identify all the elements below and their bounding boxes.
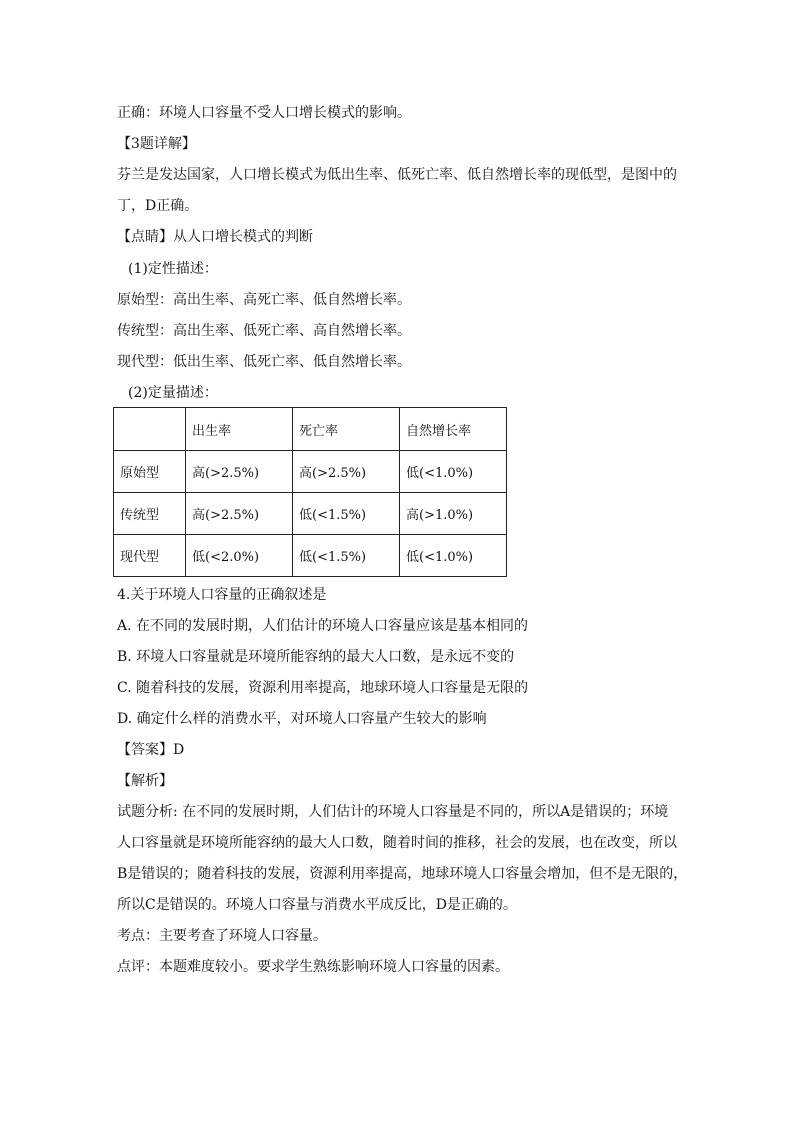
analysis-text: 所以C是错误的。环境人口容量与消费水平成反比，D是正确的。 bbox=[117, 897, 517, 913]
table-cell: 高(>2.5%) bbox=[186, 451, 293, 493]
table-cell: 低(<1.5%) bbox=[293, 535, 400, 577]
text-line: 原始型：高出生率、高死亡率、低自然增长率。 bbox=[117, 292, 411, 308]
table-cell: 低(<1.0%) bbox=[400, 451, 507, 493]
population-model-table bbox=[113, 407, 507, 577]
section-heading: 【3题详解】 bbox=[117, 136, 196, 152]
option-d: D. 确定什么样的消费水平，对环境人口容量产生较大的影响 bbox=[117, 711, 487, 727]
table-row bbox=[114, 451, 507, 493]
text-line: (2)定量描述： bbox=[128, 385, 218, 401]
table-cell: 现代型 bbox=[114, 535, 186, 577]
analysis-text: B是错误的；随着科技的发展，资源利用率提高，地球环境人口容量会增加，但不是无限的， bbox=[117, 866, 688, 882]
table-cell: 低(<2.0%) bbox=[186, 535, 293, 577]
table-cell: 原始型 bbox=[114, 451, 186, 493]
text-line: 现代型：低出生率、低死亡率、低自然增长率。 bbox=[117, 354, 411, 370]
option-a: A. 在不同的发展时期，人们估计的环境人口容量应该是基本相同的 bbox=[117, 618, 529, 634]
analysis-text: 试题分析: 在不同的发展时期，人们估计的环境人口容量是不同的，所以A是错误的；环境 bbox=[117, 804, 669, 820]
table-cell: 传统型 bbox=[114, 493, 186, 535]
text-line: (1)定性描述： bbox=[128, 261, 218, 277]
table-header-row bbox=[114, 408, 507, 451]
table-header-cell: 出生率 bbox=[186, 408, 293, 451]
table-header-cell: 死亡率 bbox=[293, 408, 400, 451]
table-header-cell: 自然增长率 bbox=[400, 408, 507, 451]
question-stem: 4.关于环境人口容量的正确叙述是 bbox=[117, 587, 327, 603]
kaodian-line: 考点：主要考查了环境人口容量。 bbox=[117, 928, 327, 944]
answer-line: 【答案】D bbox=[117, 742, 185, 758]
table-cell: 高(>2.5%) bbox=[186, 493, 293, 535]
analysis-text: 人口容量就是环境所能容纳的最大人口数，随着时间的推移，社会的发展，也在改变，所以 bbox=[117, 835, 677, 851]
dianping-line: 点评：本题难度较小。要求学生熟练影响环境人口容量的因素。 bbox=[117, 959, 509, 975]
table-row bbox=[114, 493, 507, 535]
text-line: 传统型：高出生率、低死亡率、高自然增长率。 bbox=[117, 323, 411, 339]
text-line: 正确：环境人口容量不受人口增长模式的影响。 bbox=[117, 105, 411, 121]
analysis-heading: 【解析】 bbox=[117, 773, 173, 789]
table-cell: 高(>1.0%) bbox=[400, 493, 507, 535]
table-cell: 低(<1.5%) bbox=[293, 493, 400, 535]
table-row bbox=[114, 535, 507, 577]
table-cell: 低(<1.0%) bbox=[400, 535, 507, 577]
text-line: 芬兰是发达国家，人口增长模式为低出生率、低死亡率、低自然增长率的现低型，是图中的 bbox=[117, 167, 677, 183]
text-line: 丁，D正确。 bbox=[117, 198, 199, 214]
table-cell: 高(>2.5%) bbox=[293, 451, 400, 493]
table-header-cell bbox=[114, 408, 186, 451]
option-c: C. 随着科技的发展，资源利用率提高，地球环境人口容量是无限的 bbox=[117, 680, 529, 696]
option-b: B. 环境人口容量就是环境所能容纳的最大人口数，是永远不变的 bbox=[117, 649, 515, 665]
section-heading: 【点睛】从人口增长模式的判断 bbox=[117, 229, 313, 245]
